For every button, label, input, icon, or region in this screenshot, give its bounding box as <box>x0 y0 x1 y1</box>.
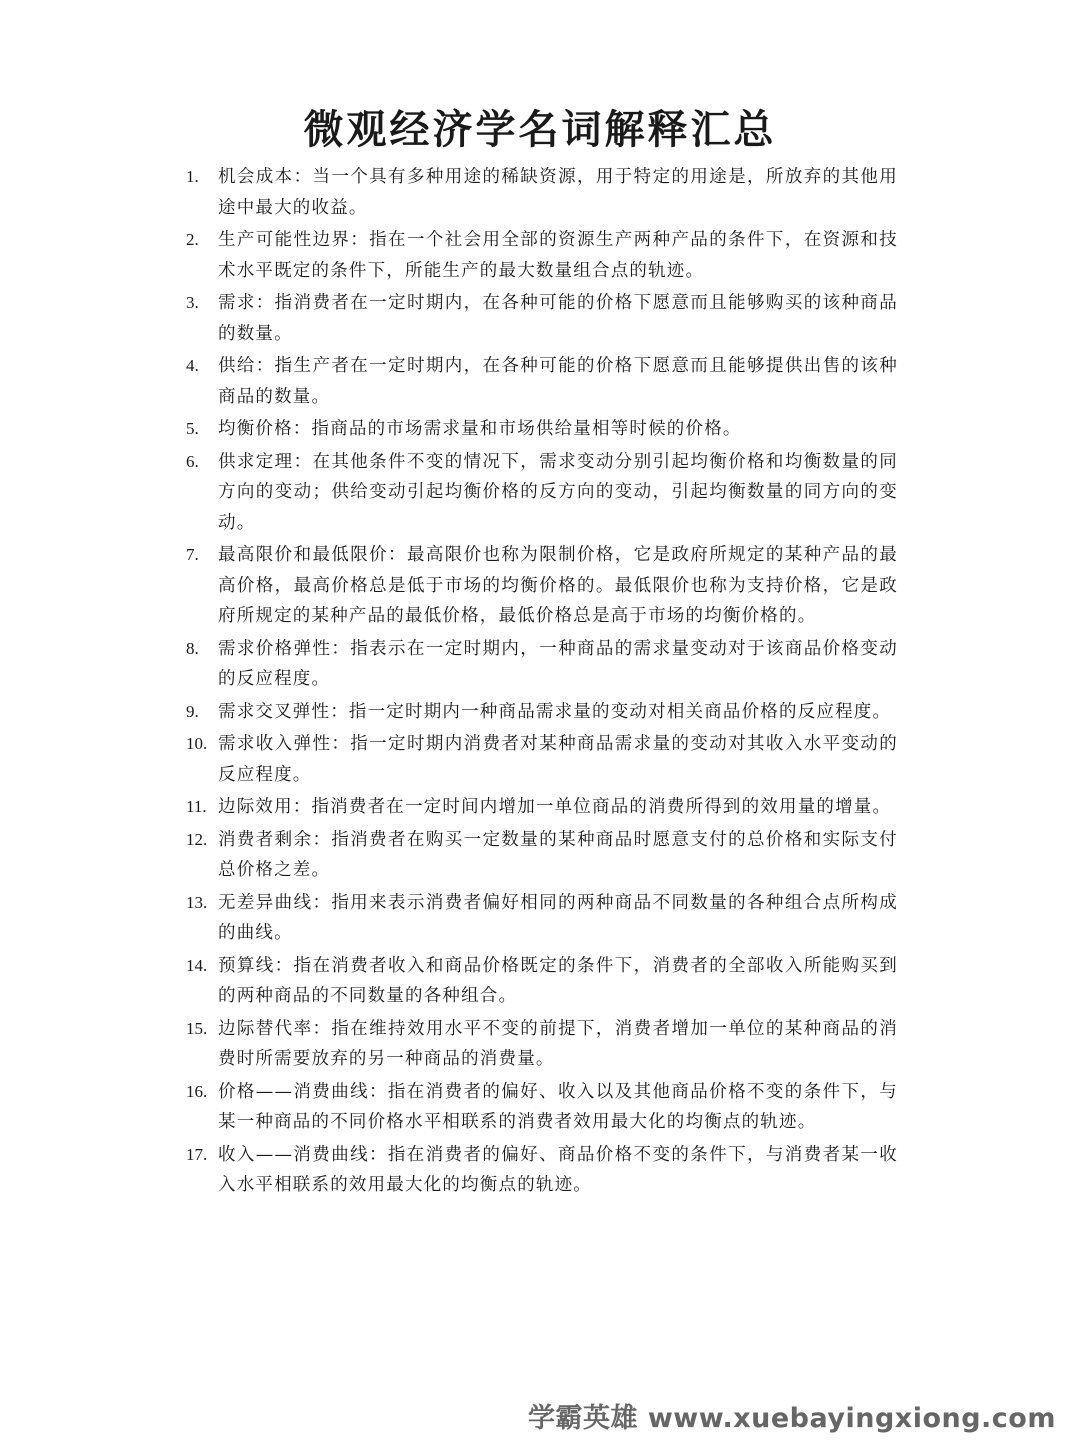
item-number: 12. <box>186 829 208 849</box>
item-text: 最高限价和最低限价：最高限价也称为限制价格，它是政府所规定的某种产品的最高价格，最高价格总是低于市场的均衡价格的。最低限价也称为支持价格，它是政府所规定的某种产品的最低价格，最低价格总是高于市场的均衡价格的。 <box>218 545 898 626</box>
list-item <box>186 697 898 728</box>
item-number: 14. <box>186 955 208 975</box>
list-item <box>186 414 898 445</box>
list-item <box>186 792 898 823</box>
item-text: 消费者剩余：指消费者在购买一定数量的某种商品时愿意支付的总价格和实际支付总价格之差。 <box>218 829 898 880</box>
item-text: 需求：指消费者在一定时期内，在各种可能的价格下愿意而且能够购买的该种商品的数量。 <box>218 293 898 344</box>
list-item <box>186 1077 898 1138</box>
list-item <box>186 634 898 695</box>
item-number: 10. <box>186 734 208 753</box>
item-number: 13. <box>186 892 208 912</box>
item-text: 均衡价格：指商品的市场需求量和市场供给量相等时候的价格。 <box>218 419 742 439</box>
list-item <box>186 729 898 790</box>
list-item <box>186 1014 898 1075</box>
list-item <box>186 540 898 632</box>
item-number: 1. <box>186 167 199 186</box>
item-number: 11. <box>186 797 207 816</box>
list-item <box>186 351 898 412</box>
watermark: 学霸英雄 www.xuebayingxiong.com <box>527 1403 1056 1434</box>
item-number: 5. <box>186 419 199 438</box>
list-item <box>186 225 898 286</box>
term-list <box>186 162 898 1203</box>
item-text: 边际效用：指消费者在一定时间内增加一单位商品的消费所得到的效用量的增量。 <box>218 797 892 817</box>
item-number: 17. <box>186 1144 208 1164</box>
item-text: 需求价格弹性：指表示在一定时期内，一种商品的需求量变动对于该商品价格变动的反应程度。 <box>218 638 898 689</box>
item-number: 2. <box>186 230 199 249</box>
page-title: 微观经济学名词解释汇总 <box>303 106 777 153</box>
item-text: 边际替代率：指在维持效用水平不变的前提下，消费者增加一单位的某种商品的消费时所需要放弃的另一种商品的消费量。 <box>218 1018 898 1069</box>
list-item <box>186 447 898 539</box>
item-text: 需求收入弹性：指一定时期内消费者对某种商品需求量的变动对其收入水平变动的反应程度。 <box>218 734 898 785</box>
item-number: 7. <box>186 545 199 564</box>
item-text: 收入——消费曲线：指在消费者的偏好、商品价格不变的条件下，与消费者某一收入水平相联系的效用最大化的均衡点的轨迹。 <box>218 1144 898 1195</box>
item-text: 供求定理：在其他条件不变的情况下，需求变动分别引起均衡价格和均衡数量的同方向的变动；供给变动引起均衡价格的反方向的变动，引起均衡数量的同方向的变动。 <box>218 451 898 533</box>
item-number: 16. <box>186 1081 208 1101</box>
list-item <box>186 951 898 1012</box>
list-item <box>186 825 898 886</box>
item-text: 供给：指生产者在一定时期内，在各种可能的价格下愿意而且能够提供出售的该种商品的数量。 <box>218 356 898 407</box>
item-number: 15. <box>186 1018 208 1038</box>
item-text: 需求交叉弹性：指一定时期内一种商品需求量的变动对相关商品价格的反应程度。 <box>218 701 892 722</box>
item-number: 3. <box>186 293 199 312</box>
item-text: 生产可能性边界：指在一个社会用全部的资源生产两种产品的条件下，在资源和技术水平既定的条件下，所能生产的最大数量组合点的轨迹。 <box>218 230 898 281</box>
list-item <box>186 288 898 349</box>
item-number: 6. <box>186 451 199 471</box>
item-number: 9. <box>186 701 199 721</box>
list-item <box>186 162 898 223</box>
list-item <box>186 888 898 949</box>
item-number: 8. <box>186 638 199 658</box>
list-item <box>186 1140 898 1201</box>
item-text: 无差异曲线：指用来表示消费者偏好相同的两种商品不同数量的各种组合点所构成的曲线。 <box>218 892 898 943</box>
item-text: 预算线：指在消费者收入和商品价格既定的条件下，消费者的全部收入所能购买到的两种商品的不同数量的各种组合。 <box>218 955 898 1006</box>
item-text: 机会成本：当一个具有多种用途的稀缺资源，用于特定的用途是，所放弃的其他用途中最大的收益。 <box>218 167 898 218</box>
item-number: 4. <box>186 356 199 375</box>
item-text: 价格——消费曲线：指在消费者的偏好、收入以及其他商品价格不变的条件下，与某一种商品的不同价格水平相联系的消费者效用最大化的均衡点的轨迹。 <box>218 1081 898 1132</box>
